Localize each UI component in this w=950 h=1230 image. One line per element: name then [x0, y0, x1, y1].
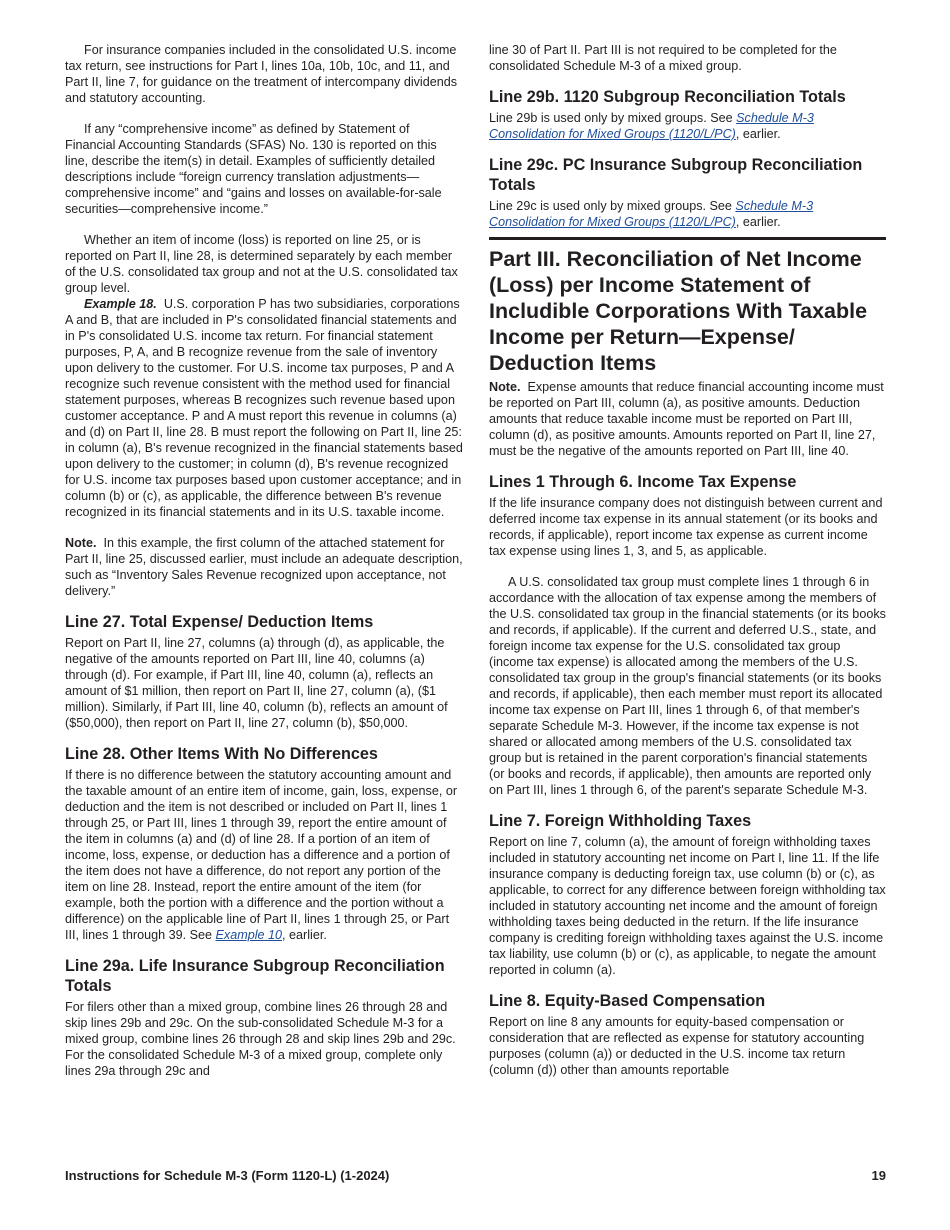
paragraph: Report on line 8 any amounts for equity-based compensation or consideration that are reflected as expense for statutory accounting purposes (column (a)) or deducted in the U.S. income tax return (column (d)) other than amounts reportable: [489, 1015, 865, 1077]
paragraph: [489, 198, 886, 230]
note: [489, 379, 886, 459]
paragraph-text: Line 29c is used only by mixed groups. See: [489, 199, 732, 213]
paragraph: Whether an item of income (loss) is reported on line 25, or is reported on Part II, line 28, is determined separately by each member of the U.S. consolidated tax group and not at the U.S. consolidated tax group level.: [65, 233, 458, 295]
page-number: 19: [871, 1168, 886, 1183]
heading-line-28: Line 28. Other Items With No Differences: [65, 745, 378, 763]
paragraph: Report on line 7, column (a), the amount of foreign withholding taxes included in statutory accounting net income on Part I, line 11. If the life insurance company is deducting foreign tax, use column (b) or (c), as applicable, to correct for any difference between foreign withholding tax included in statutory accounting net income and the amount of foreign withholding taxes being deducted in the return. If the life insurance company is crediting foreign withholding taxes against the U.S. income tax liability, use column (b) or (c), as applicable, to negate the amount reported in column (a).: [489, 835, 886, 977]
example-text: U.S. corporation P has two subsidiaries, corporations A and B, that are included in P's consolidated financial statements and in P's consolidated U.S. income tax return. For financial statement purposes, P, A, and B recognize revenue from the sale of inventory upon delivery to the customer. For U.S. income tax purposes, P and A recognize such revenue consistent with the method used for financial statement purposes, whereas B recognizes such revenue based upon customer acceptance. P and A must report this revenue in columns (a) and (d) on Part II, line 28. B must report the following on Part II, line 25: in column (a), B's revenue recognized in the financial statements based upon delivery to the customer; in column (d), B's revenue recognized for U.S. income tax purposes based upon customer acceptance; and in column (b) or (c), as applicable, the difference between B's revenue recognized in its financial statements and in its U.S. taxable income.: [65, 297, 463, 519]
mixed-groups-link[interactable]: Schedule M-3 Consolidation for Mixed Groups (1120/L/PC): [489, 199, 814, 229]
note-text: Expense amounts that reduce financial accounting income must be reported on Part III, column (a), as positive amounts. Deduction amounts that reduce taxable income must be reported on Part III, column (d), as positive amounts. Amounts reported on Part II, line 27, must be the negative of the amounts reported on Part III, line 40.: [489, 380, 884, 458]
paragraph: Report on Part II, line 27, columns (a) through (d), as applicable, the negative of the amounts reported on Part III, line 40, columns (a) through (d). For example, if Part III, line 40, column (a), reflects an amount of $1 million, then report on Part II, line 27, column (a), ($1 million). Similarly, if Part III, line 40, column (b), reflects an amount of ($50,000), then report on Part II, line 27, column (b), $50,000.: [65, 636, 448, 730]
paragraph-text: , earlier.: [735, 215, 781, 229]
heading-line-29c: Line 29c. PC Insurance Subgroup Reconciliation Totals: [489, 156, 863, 194]
note-text: In this example, the first column of the attached statement for Part II, line 25, discussed earlier, must include an adequate description, such as “Inventory Sales Revenue recognized upon acceptance, not delivery.”: [65, 536, 463, 598]
paragraph: If the life insurance company does not distinguish between current and deferred income tax expense in its annual statement (or its books and records, if applicable), report income tax expense as current income tax expense using lines 1, 3, and 5, as applicable.: [489, 496, 883, 558]
paragraph: For insurance companies included in the consolidated U.S. income tax return, see instructions for Part I, lines 10a, 10b, 10c, and 11, and Part II, line 7, for guidance on the treatment of intercompany dividends and statutory accounting.: [65, 43, 458, 105]
paragraph-text: If there is no difference between the statutory accounting amount and the taxable amount of an entire item of income, gain, loss, expense, or deduction and the item is not described or included on Part II, lines 1 through 25, or Part III, lines 1 through 39, report the entire amount of the item in columns (a) and (d) of line 28. If a portion of an item of income, loss, expense, or deduction has a difference and a portion of the item does not have a difference, do not report any portion of the item on line 28. Instead, report the entire amount of the item (for example, both the portion with a difference and the portion without a difference) on the applicable line of Part II, lines 1 through 25, or Part III, lines 1 through 39. See: [65, 768, 458, 942]
note: [65, 535, 463, 599]
heading-line-7: Line 7. Foreign Withholding Taxes: [489, 812, 752, 830]
part-iii-title: Part III. Reconciliation of Net Income (Loss) per Income Statement of Includible Corporations With Taxable Income per Return—Expense/ Deduction Items: [489, 247, 868, 375]
heading-line-29b: Line 29b. 1120 Subgroup Reconciliation Totals: [489, 88, 846, 106]
example-label: Example 18.: [84, 297, 157, 311]
example-10-link[interactable]: Example 10: [215, 928, 283, 942]
paragraph: [65, 767, 463, 943]
page-footer: [65, 1168, 886, 1183]
note-label: Note.: [65, 536, 97, 550]
mixed-groups-link[interactable]: Schedule M-3 Consolidation for Mixed Groups (1120/L/PC): [489, 111, 814, 141]
note-label: Note.: [489, 380, 521, 394]
left-column: [65, 42, 463, 1079]
heading-lines-1-6: Lines 1 Through 6. Income Tax Expense: [489, 473, 797, 491]
right-column: [489, 42, 886, 1078]
paragraph: If any “comprehensive income” as defined by Statement of Financial Accounting Standards (SFAS) No. 130 is reported on this line, describe the item(s) in detail. Examples of sufficiently detailed descriptions include “foreign currency translation adjustments—comprehensive income” and “gains and losses on available-for-sale securities—comprehensive income.”: [65, 122, 442, 216]
heading-line-27: Line 27. Total Expense/ Deduction Items: [65, 613, 374, 631]
example-18: [65, 296, 463, 520]
heading-line-8: Line 8. Equity-Based Compensation: [489, 992, 766, 1010]
paragraph-text: , earlier.: [735, 127, 781, 141]
heading-line-29a: Line 29a. Life Insurance Subgroup Reconciliation Totals: [65, 957, 445, 995]
footer-title: Instructions for Schedule M-3 (Form 1120-L) (1-2024): [65, 1168, 390, 1183]
paragraph: For filers other than a mixed group, combine lines 26 through 28 and skip lines 29b and 29c. On the sub-consolidated Schedule M-3 for a mixed group, combine lines 26 through 28 and skip lines 29b and 29c. For the consolidated Schedule M-3 of a mixed group, complete only lines 29a through 29c and: [65, 1000, 456, 1078]
paragraph-text: Line 29b is used only by mixed groups. See: [489, 111, 733, 125]
paragraph: [489, 110, 886, 142]
section-divider: [489, 237, 886, 240]
paragraph-text: , earlier.: [282, 928, 327, 942]
paragraph: A U.S. consolidated tax group must complete lines 1 through 6 in accordance with the allocation of tax expense among the members of the U.S. consolidated tax group in the financial statements (or its books and records, if applicable). If the current and deferred U.S., state, and foreign income tax expense for the U.S. consolidated tax group (income tax expense) is allocated among the members of the U.S. consolidated tax group in the group's financial statements (or its books and records, if applicable), then each member must report its allocated income tax expense on Part III, lines 1 through 6, of that member's separate Schedule M-3. However, if the income tax expense is not shared or allocated among members of the U.S. consolidated tax group but is retained in the parent corporation's financial statements (or books and records, if applicable), then amounts are reported only on Part III, lines 1 through 6, of the parent's separate Schedule M-3.: [489, 575, 886, 797]
paragraph: line 30 of Part II. Part III is not required to be completed for the consolidated Schedule M-3 of a mixed group.: [489, 43, 837, 73]
